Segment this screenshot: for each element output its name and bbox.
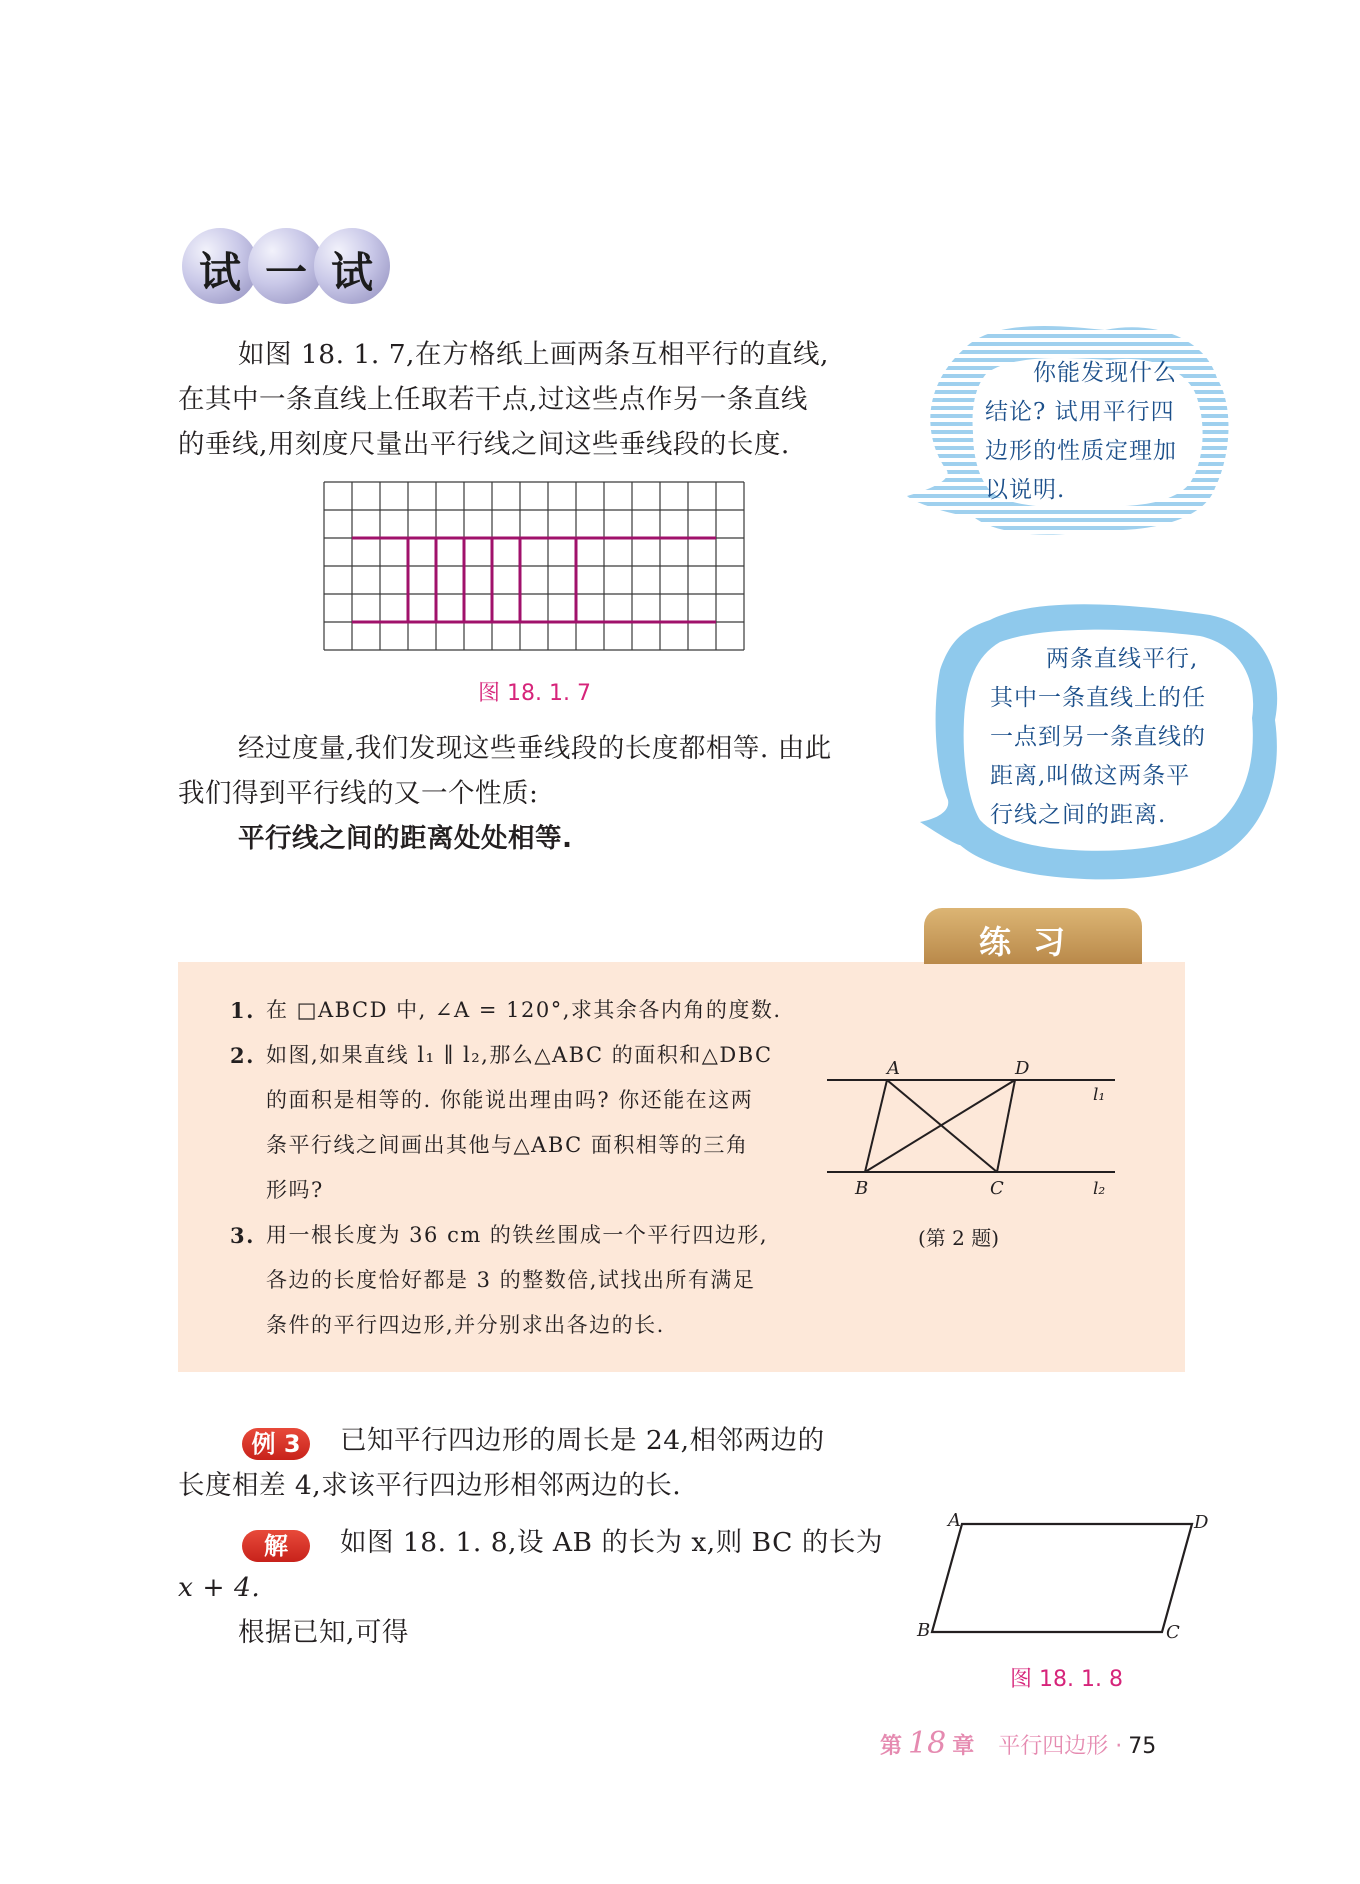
bubble-line: 边形的性质定理加 — [985, 438, 1177, 464]
paragraph-line: 经过度量,我们发现这些垂线段的长度都相等. 由此 — [238, 733, 832, 764]
page-footer — [880, 1726, 1156, 1761]
paragraph-line: 如图 18. 1. 7,在方格纸上画两条互相平行的直线, — [238, 339, 829, 370]
header-char: 一 — [264, 248, 307, 297]
bubble-line: 距离,叫做这两条平 — [990, 763, 1191, 789]
header-char: 试 — [330, 248, 373, 297]
paragraph-line: 根据已知,可得 — [238, 1617, 409, 1648]
label-c: C — [1166, 1622, 1180, 1642]
exercise-item — [230, 1033, 830, 1213]
figure-caption: 图 18. 1. 7 — [478, 681, 591, 706]
bubble-line: 其中一条直线上的任 — [990, 685, 1206, 711]
solution-text — [178, 1520, 918, 1655]
figure-18-1-8-parallelogram — [912, 1512, 1222, 1642]
segment-ab — [865, 1080, 887, 1172]
property-statement: 平行线之间的距离处处相等. — [238, 823, 573, 854]
footer-chapter-prefix: 第 — [880, 1734, 903, 1759]
footer-title: 平行四边形 · — [998, 1734, 1123, 1759]
bubble2-text — [990, 640, 1240, 835]
paragraph-line: 已知平行四边形的周长是 24,相邻两边的 — [340, 1425, 825, 1456]
label-l2: l₂ — [1093, 1179, 1106, 1199]
figure-caption: 图 18. 1. 8 — [1010, 1667, 1123, 1692]
figure-18-1-7-grid — [322, 480, 748, 656]
exercise-line: 在 □ABCD 中, ∠A = 120°,求其余各内角的度数. — [266, 998, 782, 1022]
exercise-line: 如图,如果直线 l₁ ∥ l₂,那么△ABC 的面积和△DBC — [266, 1043, 773, 1067]
label-d: D — [1015, 1058, 1030, 1079]
paragraph-line: 在其中一条直线上任取若干点,过这些点作另一条直线 — [178, 384, 808, 415]
paragraph-line: 的垂线,用刻度尺量出平行线之间这些垂线段的长度. — [178, 429, 790, 460]
bubble1-text — [985, 354, 1205, 510]
segment-db — [865, 1080, 1015, 1172]
solution-badge: 解 — [242, 1530, 310, 1562]
exercise-figure-caption: (第 2 题) — [918, 1226, 1000, 1250]
exercise-number: 1. — [230, 998, 255, 1023]
label-a: A — [948, 1512, 961, 1531]
bubble-line: 行线之间的距离. — [990, 802, 1167, 828]
example-badge: 例 3 — [242, 1428, 310, 1460]
page-number: 75 — [1128, 1734, 1157, 1759]
parallelogram-abcd — [932, 1524, 1192, 1632]
exercise-line: 各边的长度恰好都是 3 的整数倍,试找出所有满足 — [266, 1268, 756, 1292]
bubble-line: 以说明. — [985, 477, 1066, 503]
footer-chapter-suffix: 章 — [952, 1734, 975, 1759]
try-paragraph — [178, 332, 918, 467]
example-text — [178, 1418, 918, 1508]
exercise-tab-label: 练习 — [978, 923, 1087, 961]
footer-chapter-number: 18 — [908, 1726, 947, 1761]
label-b: B — [855, 1178, 869, 1199]
paragraph-line: 如图 18. 1. 8,设 AB 的长为 x,则 BC 的长为 — [340, 1527, 883, 1558]
bubble-line: 一点到另一条直线的 — [990, 724, 1206, 750]
exercise-item — [230, 988, 830, 1033]
bubble-line: 两条直线平行, — [1046, 646, 1199, 672]
paragraph-line: 长度相差 4,求该平行四边形相邻两边的长. — [178, 1470, 682, 1501]
exercise-line: 的面积是相等的. 你能说出理由吗? 你还能在这两 — [266, 1088, 754, 1112]
exercise-item — [230, 1213, 830, 1348]
exercise-list — [230, 988, 830, 1348]
exercise-line: 条件的平行四边形,并分别求出各边的长. — [266, 1313, 665, 1337]
bubble-line: 结论? 试用平行四 — [985, 399, 1175, 425]
exercise-line: 形吗? — [266, 1178, 324, 1202]
segment-ac — [887, 1080, 997, 1172]
conclusion-paragraph — [178, 726, 918, 861]
label-c: C — [990, 1178, 1004, 1199]
try-it-header — [182, 228, 402, 308]
segment-dc — [997, 1080, 1015, 1172]
bubble-line: 你能发现什么 — [1033, 360, 1177, 386]
paragraph-line: x + 4. — [178, 1572, 261, 1603]
exercise-number: 2. — [230, 1043, 255, 1068]
label-l1: l₁ — [1093, 1085, 1106, 1105]
label-a: A — [887, 1058, 900, 1079]
paragraph-line: 我们得到平行线的又一个性质: — [178, 778, 539, 809]
header-char: 试 — [198, 248, 241, 297]
label-d: D — [1194, 1512, 1209, 1533]
label-b: B — [917, 1620, 931, 1641]
exercise-line: 用一根长度为 36 cm 的铁丝围成一个平行四边形, — [266, 1223, 769, 1247]
exercise-number: 3. — [230, 1223, 255, 1248]
exercise-figure — [825, 1058, 1125, 1208]
exercise-line: 条平行线之间画出其他与△ABC 面积相等的三角 — [266, 1133, 749, 1157]
